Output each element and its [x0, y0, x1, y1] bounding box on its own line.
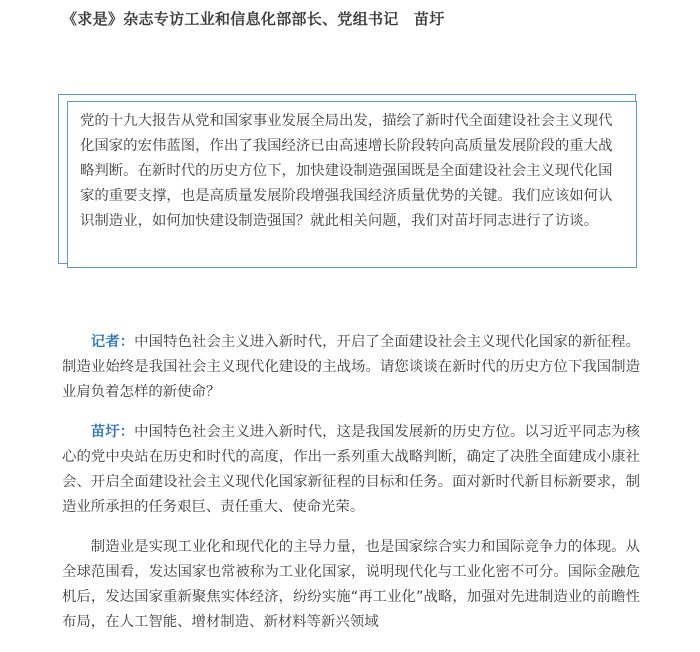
paragraph-text: 中国特色社会主义进入新时代，这是我国发展新的历史方位。以习近平同志为核心的党中央站在历史和时代的高度，作出一系列重大战略判断，确定了决胜全面建成小康社会、开启全面建设社会主义现代化国家新征程的目标和任务。面对新时代新目标新要求，制造业所承担的任务艰巨、责任重大、使命光荣。: [62, 424, 640, 515]
summary-text: 党的十九大报告从党和国家事业发展全局出发，描绘了新时代全面建设社会主义现代化国家的宏伟蓝图，作出了我国经济已由高速增长阶段转向高质量发展阶段的重大战略判断。在新时代的历史方位下，加快建设制造强国既是全面建设社会主义现代化国家的重要支撑，也是高质量发展阶段增强我国经济质量优势的关键。我们应该如何认识制造业，如何加快建设制造强国？就此相关问题，我们对苗圩同志进行了访谈。: [80, 113, 613, 229]
speaker-label-reporter: 记者：: [90, 334, 135, 350]
paragraph-text: 中国特色社会主义进入新时代，开启了全面建设社会主义现代化国家的新征程。制造业始终是我国社会主义现代化建设的主战场。请您谈谈在新时代的历史方位下我国制造业肩负着怎样的新使命？: [62, 334, 640, 400]
article-body: [62, 330, 640, 650]
interview-paragraph-reporter: [62, 330, 640, 405]
summary-box: [67, 101, 637, 268]
paragraph-text: 制造业是实现工业化和现代化的主导力量，也是国家综合实力和国际竞争力的体现。从全球范围看，发达国家也常被称为工业化国家，说明现代化与工业化密不可分。国际金融危机后，发达国家重新聚焦实体经济，纷纷实施“再工业化”战略，加强对先进制造业的前瞻性布局，在人工智能、增材制造、新材料等新兴领域: [62, 539, 640, 630]
interview-paragraph: [62, 535, 640, 635]
speaker-label-miaowei: 苗圩：: [90, 424, 135, 440]
article-heading: 《求是》杂志专访工业和信息化部部长、党组书记 苗圩: [62, 10, 445, 28]
interview-paragraph-miaowei: [62, 420, 640, 520]
